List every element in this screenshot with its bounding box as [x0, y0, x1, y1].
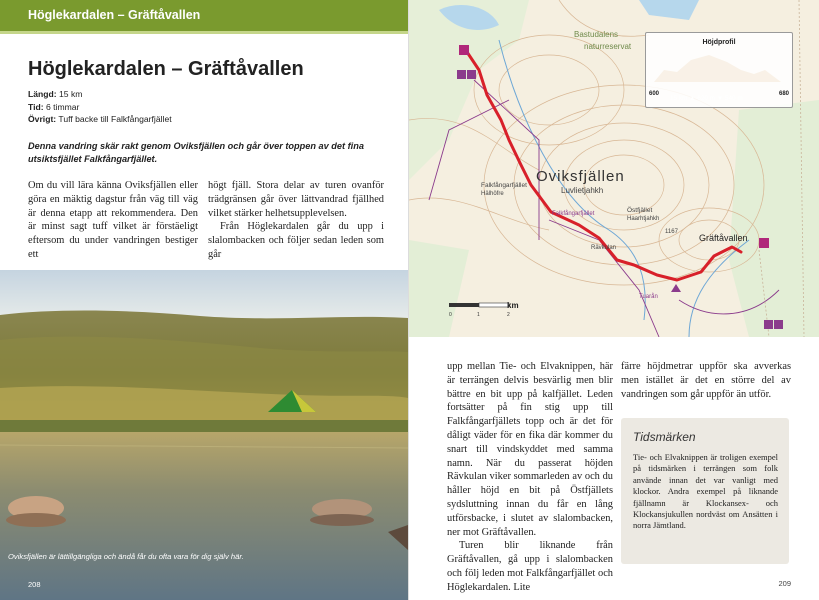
- map-label-falk-sub: Hälhöfre: [481, 191, 504, 197]
- chapter-header-text: Höglekardalen – Gräftåvallen: [28, 8, 201, 22]
- sidebar-text: Tie- och Elvaknippen är troligen exempel på tidsmärken i terrängen som folk använde innan det var vanligt med klockor. Andra exempel på liknande fjällnamn är Klockansex- och Klockansjukullen nordväst om Ansätten i norra Jämtland.: [633, 452, 778, 531]
- body-paragraph: Från Höglekardalen går du upp i slalombacken och följer sedan leden som går: [208, 221, 384, 260]
- map-label-ostfjallet: Östfjället: [627, 207, 653, 214]
- map-label-bastu: Bastudalens: [574, 30, 619, 39]
- parking-icon: [457, 70, 466, 79]
- body-paragraph: upp mellan Tie- och Elvaknippen, här är terrängen delvis besvärlig men blir bättre en bit upp på kalfjället. Leden fortsätter på fin stig upp till Falkfångarfjällets topp och är det för dåligt väder för en fika där kommer du snart till vindskyddet med samma namn. När du passerat höjden Rävkulan viker sommarleden av och du håller höjd en bit på Östfjällets sydsluttning innan du får en lång utförsbacke, i slutet av slalombacken, ner mot Gräftåvallen.: [447, 361, 613, 538]
- other-label: Övrigt:: [28, 114, 57, 124]
- map-label-ostfjallet-sub: Haarhtjahkh: [627, 216, 660, 222]
- scale-unit-label: km: [507, 301, 519, 310]
- map-label-tuaran: Tuarån: [639, 294, 658, 300]
- body-paragraph: Turen blir liknande från Gräftåvallen, gå upp i slalombacken och följ leden mot Falkfångarfjället och Höglekardalen. Lite: [447, 540, 613, 593]
- sidebar-title: Tidsmärken: [633, 430, 696, 444]
- other-value: Tuff backe till Falkfångarfjället: [58, 114, 172, 124]
- page-number-left: 208: [28, 580, 41, 589]
- map-label-naturreserv: naturreservat: [584, 42, 632, 51]
- shelter-icon: [764, 320, 773, 329]
- lead-paragraph: Denna vandring skär rakt genom Oviksfjällen och går över toppen av det fina utsiktsfjället Falkfångarfjället.: [28, 141, 364, 165]
- time-label: Tid:: [28, 101, 44, 112]
- chapter-header: [0, 0, 408, 34]
- page-title: Höglekardalen – Gräftåvallen: [28, 58, 304, 80]
- time-value: 6 timmar: [45, 101, 80, 112]
- length-label: Längd:: [28, 89, 57, 99]
- map-label-mountain: Oviksfjällen: [536, 168, 625, 185]
- body-paragraph: färre höjdmetrar uppför ska avverkas men istället är det en större del av vandringen som går uppför än utför.: [621, 361, 791, 400]
- scale-tick: 0: [449, 312, 452, 318]
- right-text-column-1: [447, 360, 613, 595]
- map-label-grafavallen: Gräftåvallen: [699, 233, 748, 243]
- scale-tick: 2: [507, 312, 510, 318]
- lake-photo: [0, 270, 408, 600]
- profile-end-elevation: 680: [778, 91, 789, 97]
- end-marker: [759, 238, 769, 248]
- profile-stats: 15 km ▲ 620 m ▼ 540 m: [670, 95, 743, 102]
- profile-title: Höjdprofil: [702, 39, 736, 46]
- info-icon: [467, 70, 476, 79]
- map-label-elevation: 1167: [665, 229, 678, 235]
- scale-tick: 1: [477, 312, 480, 318]
- left-text-column-1: [28, 179, 198, 262]
- left-page: [0, 0, 408, 600]
- map-label-falk-peak: Falkfångarfjället: [552, 211, 595, 217]
- right-text-column-2: [621, 360, 791, 401]
- profile-start-elevation: 600: [649, 91, 660, 97]
- body-paragraph: högt fjäll. Stora delar av turen ovanför trädgränsen går över lättvandrad fjällhed vilket stärker helhetsupplevelsen.: [208, 180, 384, 219]
- map-label-mountain-sami: Luvlietjahkh: [561, 186, 604, 195]
- elevation-profile: [645, 32, 793, 108]
- route-facts: [28, 88, 172, 126]
- length-value: 15 km: [59, 89, 83, 99]
- left-text-column-2: [208, 179, 384, 262]
- sidebar-box: [621, 418, 789, 564]
- body-paragraph: Om du vill lära känna Oviksfjällen eller göra en mäktig dagstur från väg till väg är denna etapp att rekommendera. Den är minst sagt tuff vilket är förstäeligt eftersom du under vandringen bestiger ett: [28, 180, 198, 260]
- map-label-falk-ridge: Falkfångarfjället: [481, 182, 527, 189]
- page-number-right: 209: [778, 579, 791, 588]
- start-marker: [459, 45, 469, 55]
- right-page: [409, 0, 819, 600]
- photo-caption: Oviksfjällen är lättillgängliga och ändå får du ofta vara för dig själv här.: [8, 552, 244, 561]
- map-label-ravkulan: Rävkulan: [591, 245, 617, 251]
